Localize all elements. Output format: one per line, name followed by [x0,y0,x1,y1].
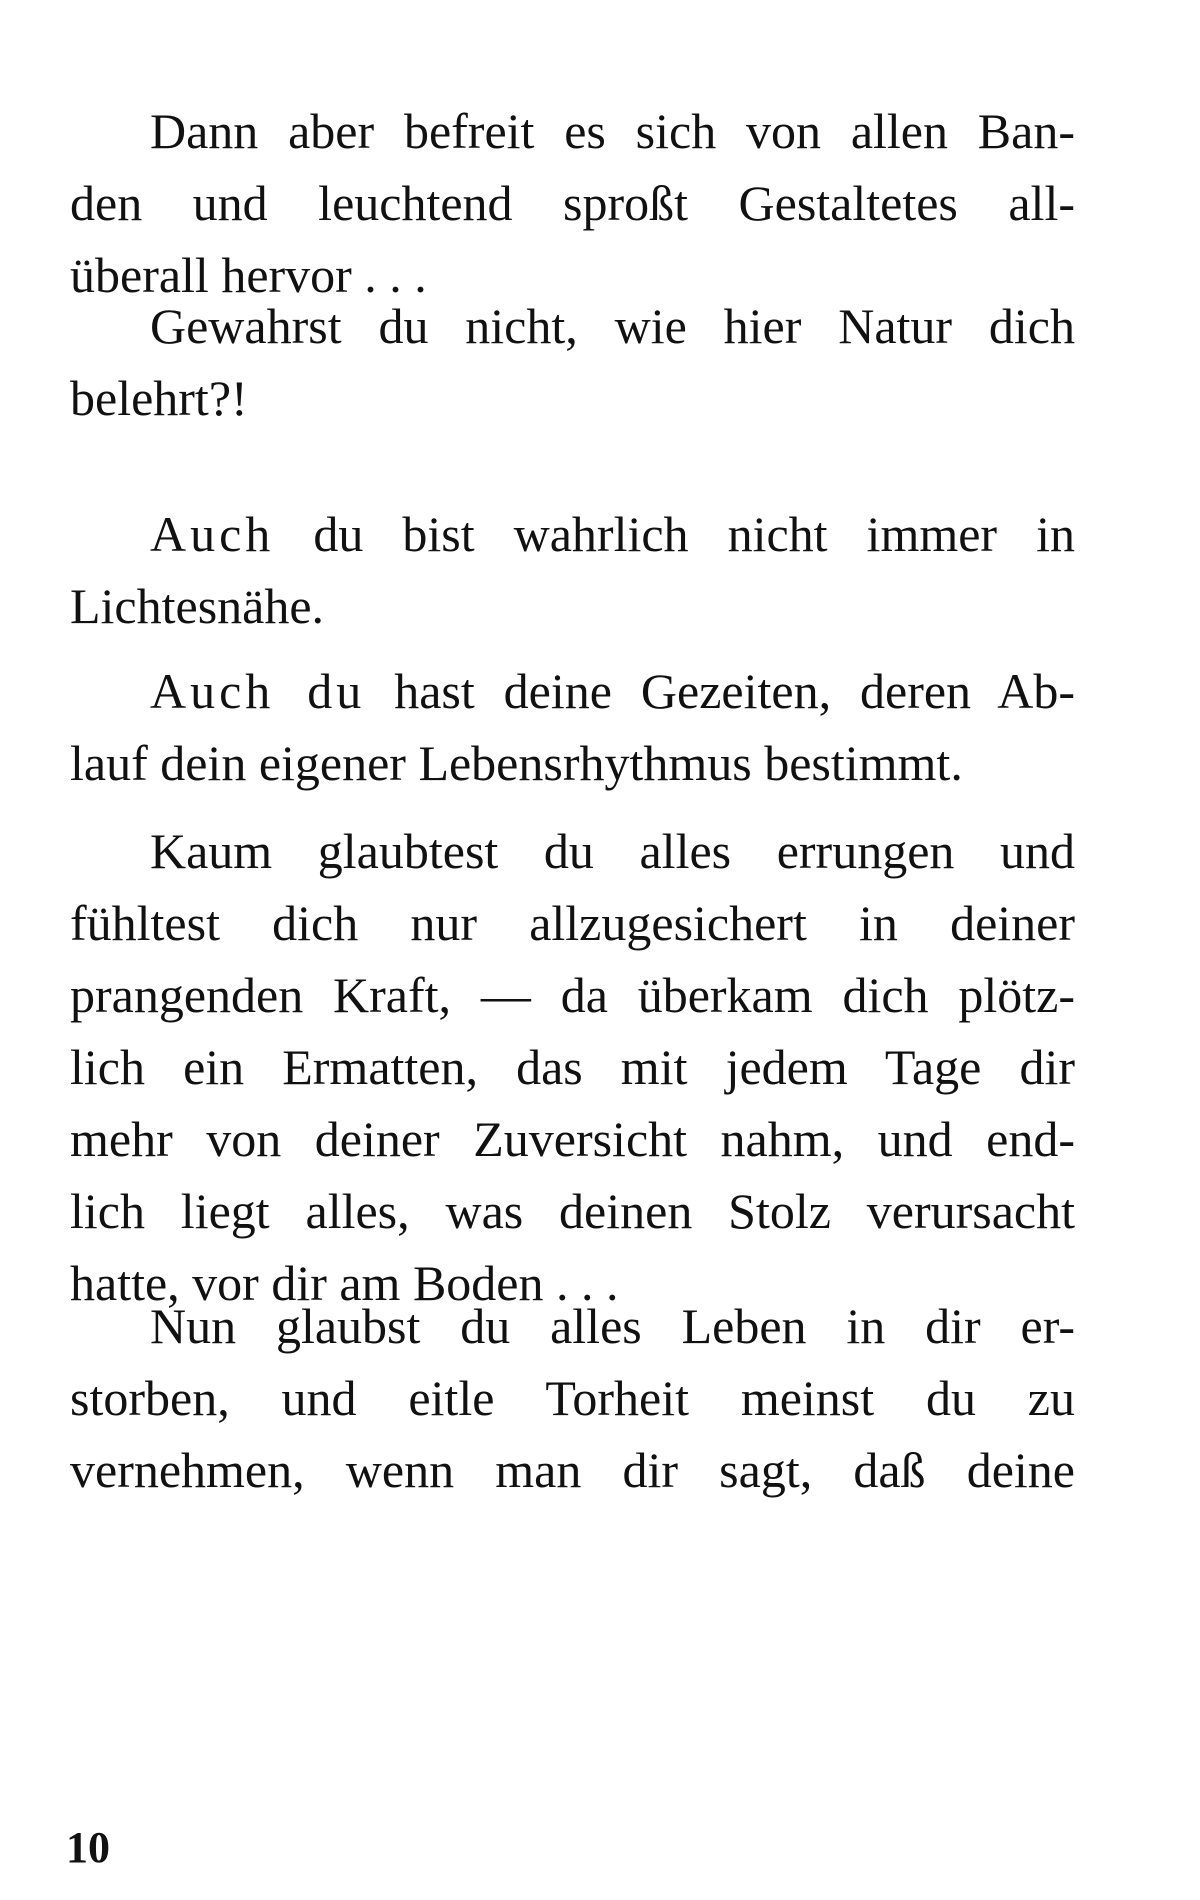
text-line: belehrt?! [70,370,248,426]
emphasized-lead: Auch [150,506,275,562]
text-line: storben, und eitle Torheit meinst du zu [70,1370,1075,1426]
text-line: mehr von deiner Zuversicht nahm, und end- [70,1111,1075,1167]
text-line: hatte, vor dir am Boden . . . [70,1255,619,1311]
text-line: prangenden Kraft, — da überkam dich plötz- [70,967,1075,1023]
text-line: Auch du hast deine Gezeiten, deren Ab- [150,663,1075,719]
text-line: Gewahrst du nicht, wie hier Natur dich [150,298,1075,354]
paragraph-4 [70,655,1075,799]
paragraph-2 [70,290,1075,434]
text-line: vernehmen, wenn man dir sagt, daß deine [70,1442,1075,1498]
text-line: fühltest dich nur allzugesichert in deiner [70,895,1075,951]
page-number: 10 [66,1823,110,1872]
text-line: überall hervor . . . [70,247,427,303]
text-line: lauf dein eigener Lebensrhythmus bestimmt. [70,735,963,791]
text-line: lich ein Ermatten, das mit jedem Tage dir [70,1039,1075,1095]
paragraph-6 [70,1290,1075,1506]
text-line: Dann aber befreit es sich von allen Ban- [150,103,1075,159]
text-line: Lichtesnähe. [70,578,325,634]
text-line: Nun glaubst du alles Leben in dir er- [150,1298,1075,1354]
text-line: Kaum glaubtest du alles errungen und [150,823,1075,879]
text-line: den und leuchtend sproßt Gestaltetes all- [70,175,1075,231]
paragraph-1 [70,95,1075,311]
emphasized-lead: Auch du [150,663,366,719]
text-line: Auch du bist wahrlich nicht immer in [150,506,1075,562]
paragraph-3 [70,498,1075,642]
paragraph-5 [70,815,1075,1319]
text-line: lich liegt alles, was deinen Stolz verursacht [70,1183,1075,1239]
